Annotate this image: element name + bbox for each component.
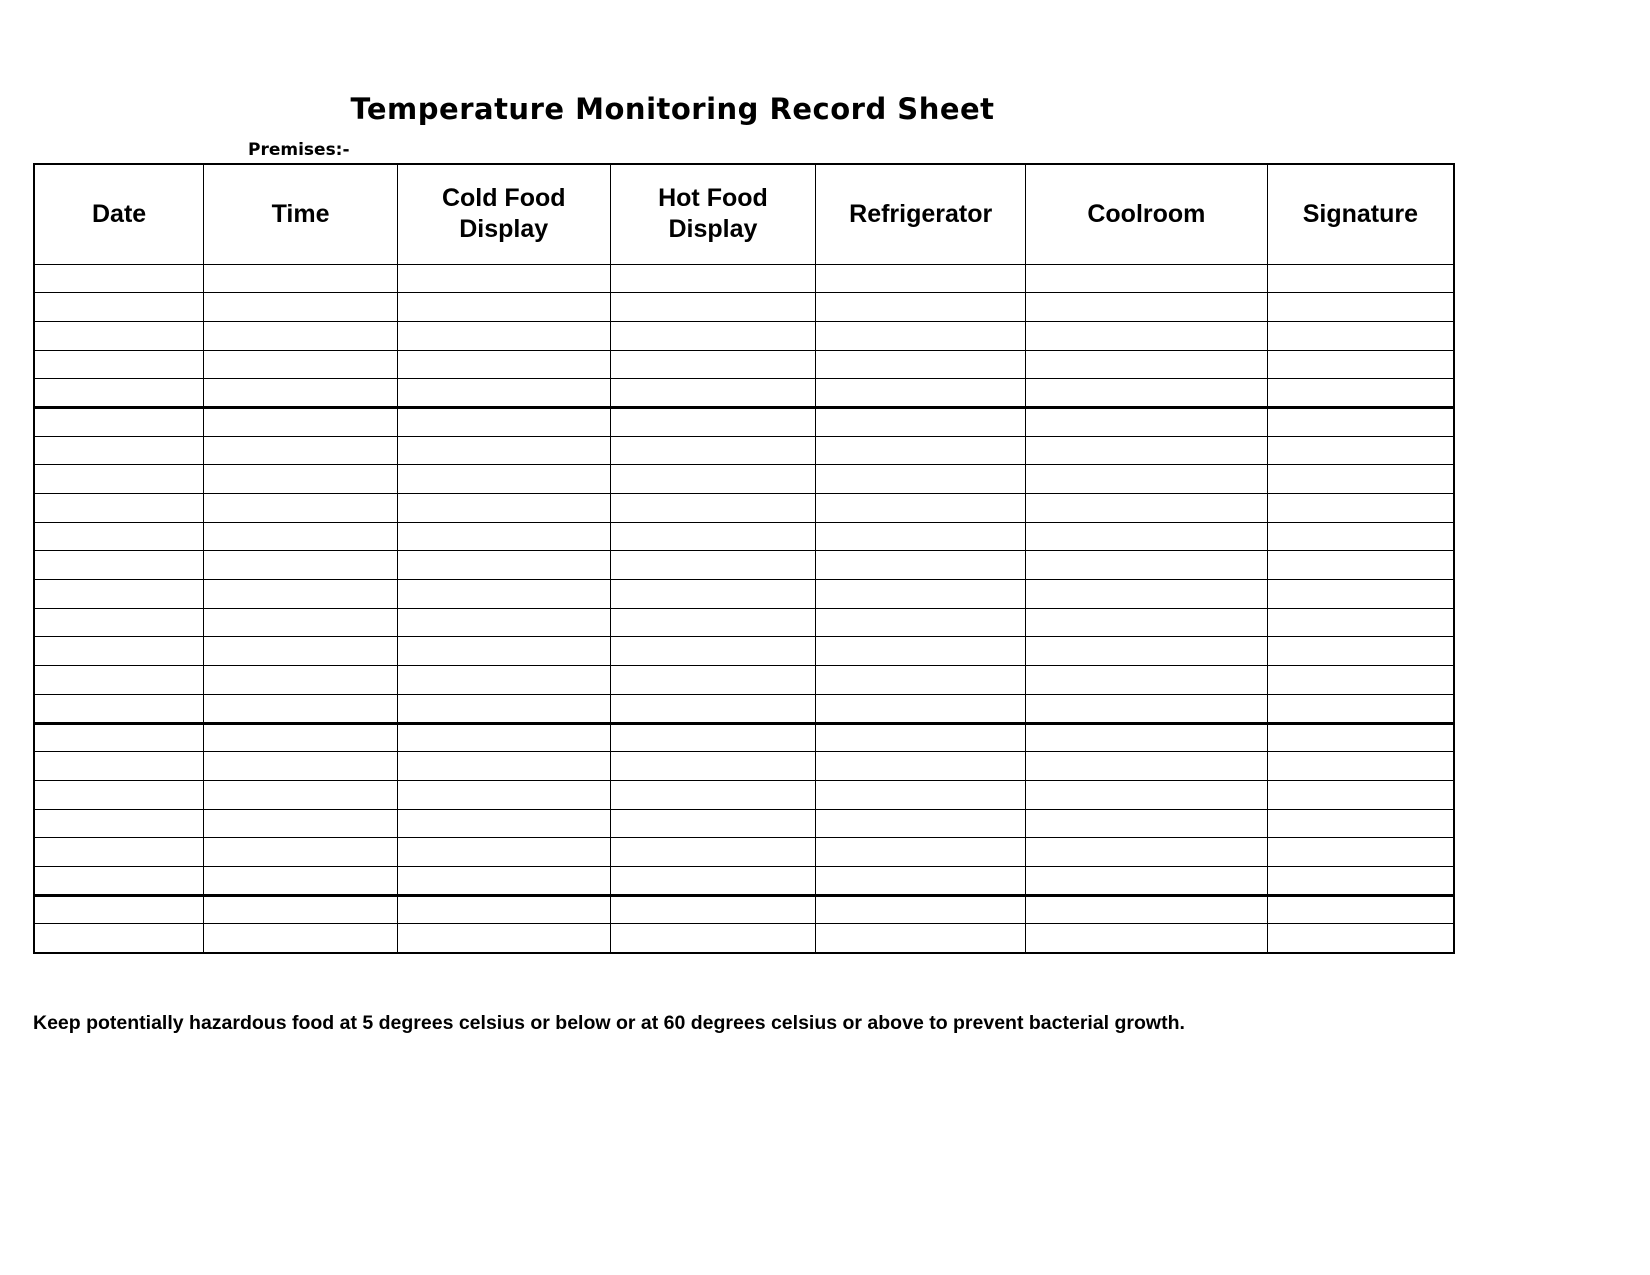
empty-cell [34, 637, 204, 666]
empty-cell [610, 321, 816, 350]
empty-cell [204, 407, 398, 436]
empty-cell [1026, 838, 1268, 867]
empty-cell [397, 264, 610, 293]
table-row [34, 608, 1454, 637]
empty-cell [397, 895, 610, 924]
empty-cell [816, 350, 1026, 379]
empty-cell [397, 694, 610, 723]
empty-cell [397, 494, 610, 523]
empty-cell [816, 924, 1026, 953]
empty-cell [34, 780, 204, 809]
empty-cell [1026, 694, 1268, 723]
empty-cell [34, 752, 204, 781]
empty-cell [1026, 780, 1268, 809]
empty-cell [816, 838, 1026, 867]
empty-cell [610, 436, 816, 465]
empty-cell [397, 723, 610, 752]
empty-cell [397, 293, 610, 322]
empty-cell [1026, 494, 1268, 523]
empty-cell [34, 350, 204, 379]
empty-cell [610, 752, 816, 781]
empty-cell [204, 809, 398, 838]
empty-cell [610, 666, 816, 695]
empty-cell [1267, 866, 1454, 895]
empty-cell [204, 666, 398, 695]
empty-cell [34, 895, 204, 924]
empty-cell [204, 264, 398, 293]
empty-cell [816, 580, 1026, 609]
empty-cell [816, 637, 1026, 666]
empty-cell [34, 522, 204, 551]
empty-cell [397, 809, 610, 838]
empty-cell [34, 580, 204, 609]
table-row [34, 752, 1454, 781]
empty-cell [816, 522, 1026, 551]
empty-cell [1267, 838, 1454, 867]
empty-cell [204, 379, 398, 408]
empty-cell [816, 752, 1026, 781]
empty-cell [397, 838, 610, 867]
footer-note: Keep potentially hazardous food at 5 degrees celsius or below or at 60 degrees celsius or above to prevent bacterial growth. [33, 1012, 1185, 1034]
empty-cell [1026, 752, 1268, 781]
empty-cell [610, 866, 816, 895]
empty-cell [1267, 379, 1454, 408]
empty-cell [204, 752, 398, 781]
empty-cell [610, 264, 816, 293]
empty-cell [204, 465, 398, 494]
empty-cell [1026, 465, 1268, 494]
empty-cell [1267, 551, 1454, 580]
empty-cell [204, 436, 398, 465]
table-row [34, 666, 1454, 695]
empty-cell [204, 723, 398, 752]
column-header-refrigerator: Refrigerator [816, 164, 1026, 264]
empty-cell [1267, 694, 1454, 723]
table-row [34, 551, 1454, 580]
table-row [34, 780, 1454, 809]
table-row [34, 723, 1454, 752]
table-row [34, 895, 1454, 924]
empty-cell [204, 866, 398, 895]
empty-cell [816, 666, 1026, 695]
empty-cell [397, 407, 610, 436]
empty-cell [610, 924, 816, 953]
empty-cell [1267, 637, 1454, 666]
empty-cell [204, 551, 398, 580]
table-row [34, 293, 1454, 322]
empty-cell [204, 522, 398, 551]
empty-cell [1026, 321, 1268, 350]
empty-cell [1026, 436, 1268, 465]
table-header-row [34, 164, 1454, 264]
empty-cell [34, 494, 204, 523]
empty-cell [34, 321, 204, 350]
empty-cell [397, 522, 610, 551]
empty-cell [1267, 924, 1454, 953]
empty-cell [610, 551, 816, 580]
empty-cell [34, 866, 204, 895]
empty-cell [204, 924, 398, 953]
empty-cell [816, 436, 1026, 465]
empty-cell [397, 608, 610, 637]
empty-cell [34, 809, 204, 838]
empty-cell [610, 809, 816, 838]
empty-cell [1267, 580, 1454, 609]
empty-cell [610, 780, 816, 809]
column-header-cold-food-display: Cold Food Display [397, 164, 610, 264]
empty-cell [610, 580, 816, 609]
empty-cell [1026, 379, 1268, 408]
empty-cell [610, 838, 816, 867]
table-row [34, 637, 1454, 666]
empty-cell [816, 321, 1026, 350]
empty-cell [397, 866, 610, 895]
page-title: Temperature Monitoring Record Sheet [350, 92, 995, 126]
empty-cell [34, 293, 204, 322]
premises-label: Premises:- [248, 140, 350, 160]
table-row [34, 321, 1454, 350]
empty-cell [1026, 407, 1268, 436]
empty-cell [610, 407, 816, 436]
column-header-signature: Signature [1267, 164, 1454, 264]
empty-cell [1267, 494, 1454, 523]
empty-cell [816, 866, 1026, 895]
table-row [34, 924, 1454, 953]
empty-cell [204, 895, 398, 924]
empty-cell [204, 293, 398, 322]
empty-cell [1026, 608, 1268, 637]
empty-cell [1026, 866, 1268, 895]
empty-cell [204, 321, 398, 350]
empty-cell [816, 551, 1026, 580]
empty-cell [816, 608, 1026, 637]
empty-cell [204, 637, 398, 666]
empty-cell [816, 407, 1026, 436]
empty-cell [34, 264, 204, 293]
empty-cell [204, 580, 398, 609]
empty-cell [1026, 264, 1268, 293]
empty-cell [34, 608, 204, 637]
table-row [34, 407, 1454, 436]
empty-cell [34, 694, 204, 723]
empty-cell [610, 379, 816, 408]
table-row [34, 264, 1454, 293]
table-row [34, 465, 1454, 494]
empty-cell [816, 809, 1026, 838]
empty-cell [204, 350, 398, 379]
empty-cell [610, 465, 816, 494]
empty-cell [816, 723, 1026, 752]
empty-cell [397, 752, 610, 781]
table-row [34, 694, 1454, 723]
table-row [34, 838, 1454, 867]
empty-cell [34, 407, 204, 436]
table-row [34, 866, 1454, 895]
empty-cell [34, 723, 204, 752]
empty-cell [1267, 522, 1454, 551]
empty-cell [397, 666, 610, 695]
empty-cell [1026, 895, 1268, 924]
empty-cell [610, 723, 816, 752]
empty-cell [1026, 666, 1268, 695]
empty-cell [1026, 350, 1268, 379]
empty-cell [1267, 264, 1454, 293]
empty-cell [1267, 809, 1454, 838]
empty-cell [1267, 780, 1454, 809]
empty-cell [1026, 809, 1268, 838]
empty-cell [204, 608, 398, 637]
empty-cell [397, 350, 610, 379]
table-row [34, 494, 1454, 523]
empty-cell [1267, 608, 1454, 637]
empty-cell [204, 494, 398, 523]
empty-cell [816, 494, 1026, 523]
empty-cell [397, 436, 610, 465]
column-header-hot-food-display: Hot Food Display [610, 164, 816, 264]
empty-cell [610, 350, 816, 379]
empty-cell [397, 924, 610, 953]
column-header-date: Date [34, 164, 204, 264]
empty-cell [1267, 321, 1454, 350]
empty-cell [397, 780, 610, 809]
empty-cell [1026, 551, 1268, 580]
empty-cell [610, 494, 816, 523]
empty-cell [397, 379, 610, 408]
empty-cell [1267, 895, 1454, 924]
empty-cell [34, 436, 204, 465]
empty-cell [1267, 666, 1454, 695]
empty-cell [816, 895, 1026, 924]
empty-cell [610, 293, 816, 322]
empty-cell [34, 465, 204, 494]
empty-cell [1026, 522, 1268, 551]
column-header-coolroom: Coolroom [1026, 164, 1268, 264]
empty-cell [204, 694, 398, 723]
empty-cell [1267, 465, 1454, 494]
empty-cell [397, 637, 610, 666]
temperature-record-table [33, 163, 1455, 954]
column-header-time: Time [204, 164, 398, 264]
table-row [34, 809, 1454, 838]
empty-cell [1267, 752, 1454, 781]
empty-cell [816, 379, 1026, 408]
empty-cell [1026, 580, 1268, 609]
empty-cell [816, 264, 1026, 293]
empty-cell [816, 780, 1026, 809]
empty-cell [610, 522, 816, 551]
empty-cell [816, 465, 1026, 494]
empty-cell [397, 465, 610, 494]
empty-cell [1267, 350, 1454, 379]
empty-cell [34, 551, 204, 580]
empty-cell [816, 694, 1026, 723]
empty-cell [397, 321, 610, 350]
table-row [34, 580, 1454, 609]
empty-cell [34, 924, 204, 953]
empty-cell [1026, 924, 1268, 953]
empty-cell [610, 637, 816, 666]
empty-cell [397, 580, 610, 609]
empty-cell [34, 379, 204, 408]
empty-cell [1267, 407, 1454, 436]
empty-cell [1267, 723, 1454, 752]
empty-cell [1267, 436, 1454, 465]
table-row [34, 522, 1454, 551]
empty-cell [397, 551, 610, 580]
empty-cell [1026, 293, 1268, 322]
table-row [34, 350, 1454, 379]
empty-cell [1267, 293, 1454, 322]
empty-cell [610, 895, 816, 924]
empty-cell [34, 666, 204, 695]
empty-cell [1026, 723, 1268, 752]
empty-cell [610, 608, 816, 637]
table-row [34, 379, 1454, 408]
empty-cell [204, 838, 398, 867]
empty-cell [1026, 637, 1268, 666]
empty-cell [816, 293, 1026, 322]
empty-cell [34, 838, 204, 867]
table-row [34, 436, 1454, 465]
empty-cell [610, 694, 816, 723]
empty-cell [204, 780, 398, 809]
